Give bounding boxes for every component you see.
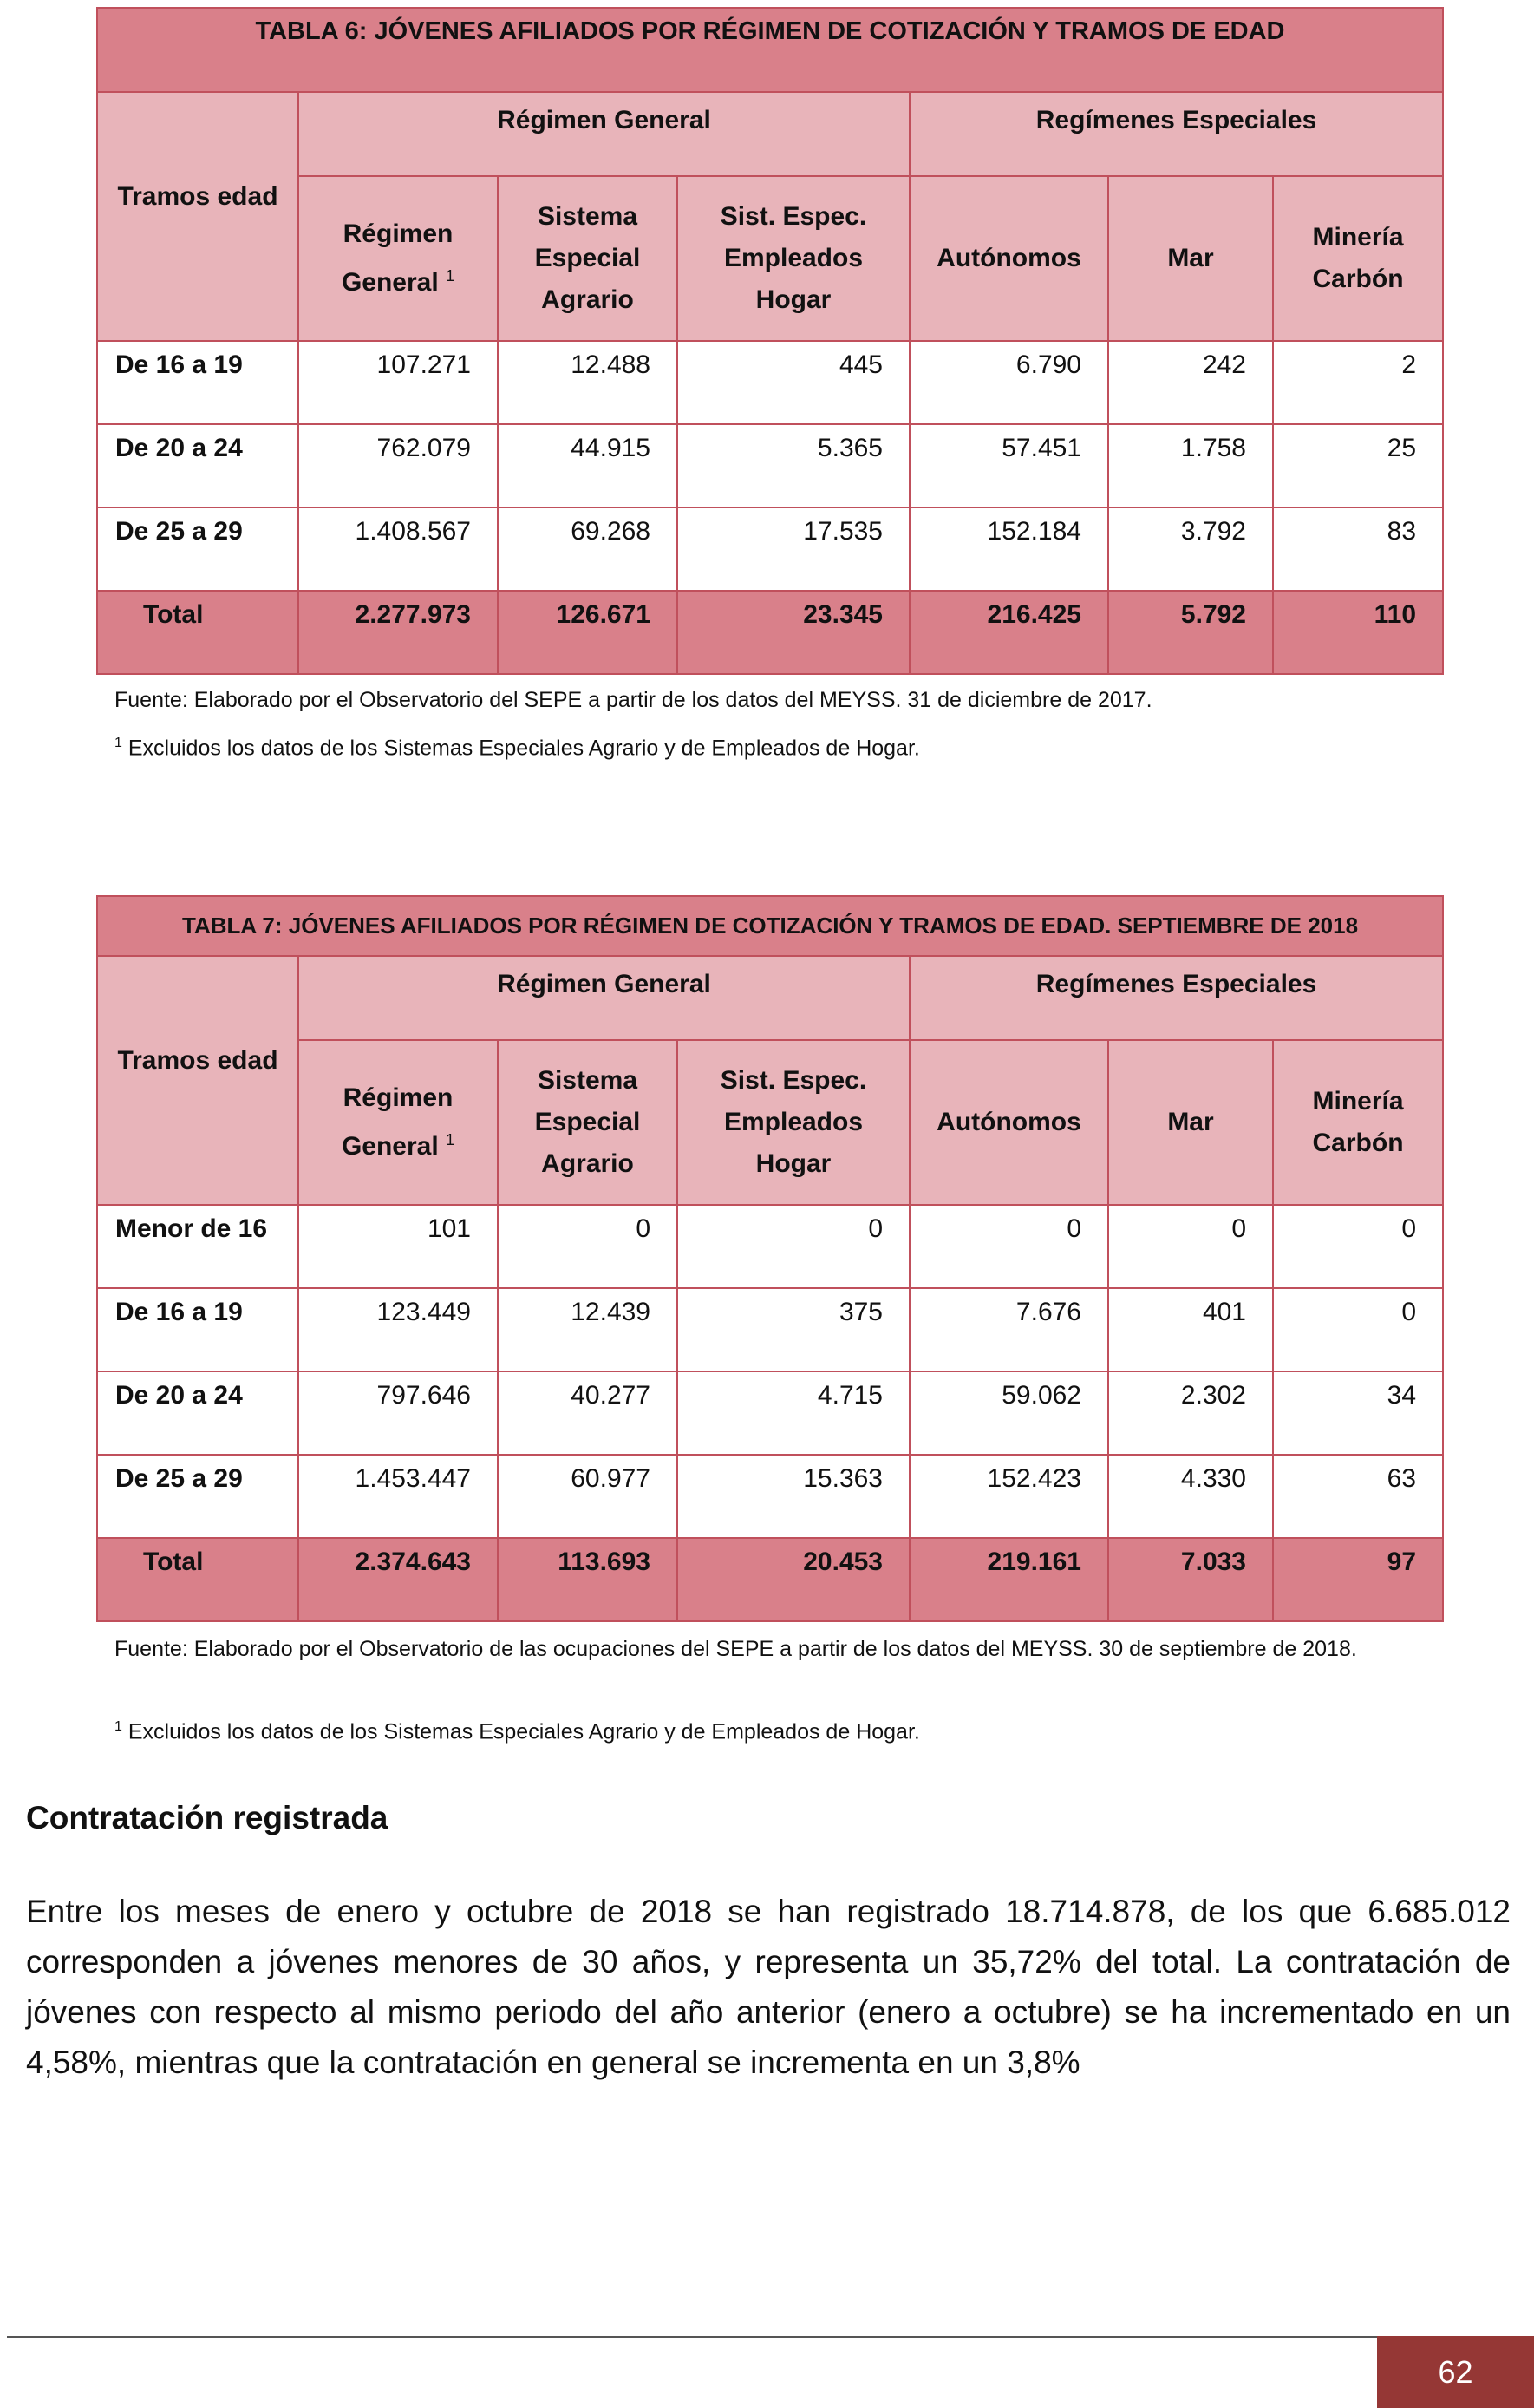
cell: 0 bbox=[1273, 1205, 1443, 1288]
cell: 4.715 bbox=[677, 1371, 910, 1455]
table-caption: TABLA 7: JÓVENES AFILIADOS POR RÉGIMEN DE COTIZACIÓN Y TRAMOS DE EDAD. SEPTIEMBRE DE 2018 bbox=[97, 896, 1443, 956]
col-header-line: Empleados bbox=[723, 1108, 864, 1136]
cell: 25 bbox=[1273, 424, 1443, 507]
table-caption: TABLA 6: JÓVENES AFILIADOS POR RÉGIMEN DE COTIZACIÓN Y TRAMOS DE EDAD bbox=[97, 8, 1443, 92]
regimen-general-group-header: Régimen General bbox=[298, 92, 910, 176]
cell: 7.676 bbox=[910, 1288, 1108, 1371]
col-header-sistema-especial-agrario bbox=[498, 1040, 677, 1205]
total-row bbox=[97, 1538, 1443, 1621]
total-cell: 2.374.643 bbox=[298, 1538, 498, 1621]
cell: 797.646 bbox=[298, 1371, 498, 1455]
cell: 69.268 bbox=[498, 507, 677, 591]
total-cell: 110 bbox=[1273, 591, 1443, 674]
cell: 762.079 bbox=[298, 424, 498, 507]
cell: 57.451 bbox=[910, 424, 1108, 507]
cell: 83 bbox=[1273, 507, 1443, 591]
cell: 152.184 bbox=[910, 507, 1108, 591]
col-header-mar: Mar bbox=[1108, 1040, 1273, 1205]
row-label: De 25 a 29 bbox=[97, 1455, 298, 1538]
total-cell: 219.161 bbox=[910, 1538, 1108, 1621]
page-number: 62 bbox=[1377, 2336, 1534, 2408]
cell: 0 bbox=[677, 1205, 910, 1288]
regimenes-especiales-group-header: Regímenes Especiales bbox=[910, 92, 1443, 176]
total-cell: 126.671 bbox=[498, 591, 677, 674]
row-label: De 20 a 24 bbox=[97, 424, 298, 507]
col-header-mineria-carbon bbox=[1273, 1040, 1443, 1205]
col-header-line: Régimen bbox=[343, 1083, 454, 1112]
table-7-source: Fuente: Elaborado por el Observatorio de las ocupaciones del SEPE a partir de los datos del MEYSS. 30 de septiembre de 2018. bbox=[114, 1637, 1357, 1661]
table-row bbox=[97, 1455, 1443, 1538]
row-label: Total bbox=[97, 591, 298, 674]
total-cell: 216.425 bbox=[910, 591, 1108, 674]
cell: 0 bbox=[498, 1205, 677, 1288]
total-cell: 23.345 bbox=[677, 591, 910, 674]
cell: 101 bbox=[298, 1205, 498, 1288]
col-header-line: Agrario bbox=[541, 1149, 634, 1178]
col-header-line: Especial bbox=[534, 1108, 641, 1136]
col-header-line: Minería bbox=[1312, 1087, 1404, 1116]
cell: 59.062 bbox=[910, 1371, 1108, 1455]
cell: 1.408.567 bbox=[298, 507, 498, 591]
row-label: Menor de 16 bbox=[97, 1205, 298, 1288]
col-header-line: Sist. Espec. bbox=[720, 1066, 867, 1095]
footnote-text: Excluidos los datos de los Sistemas Especiales Agrario y de Empleados de Hogar. bbox=[127, 736, 920, 761]
table-row bbox=[97, 507, 1443, 591]
cell: 0 bbox=[1108, 1205, 1273, 1288]
cell: 12.439 bbox=[498, 1288, 677, 1371]
cell: 445 bbox=[677, 341, 910, 424]
col-header-line: General bbox=[341, 1132, 439, 1161]
cell: 6.790 bbox=[910, 341, 1108, 424]
col-header-sistema-especial-agrario bbox=[498, 176, 677, 341]
table-6 bbox=[96, 7, 1444, 675]
col-header-line: Régimen bbox=[343, 219, 454, 248]
footnote-mark: 1 bbox=[114, 736, 122, 750]
col-header-mineria-carbon bbox=[1273, 176, 1443, 341]
col-header-line: Sist. Espec. bbox=[720, 202, 867, 231]
table-row bbox=[97, 341, 1443, 424]
col-header-line: Sistema bbox=[537, 202, 638, 231]
row-label: De 16 a 19 bbox=[97, 341, 298, 424]
cell: 60.977 bbox=[498, 1455, 677, 1538]
footer-rule bbox=[7, 2336, 1377, 2338]
cell: 0 bbox=[1273, 1288, 1443, 1371]
table-6-source: Fuente: Elaborado por el Observatorio del SEPE a partir de los datos del MEYSS. 31 de diciembre de 2017. bbox=[114, 688, 1152, 712]
col-header-line: Especial bbox=[534, 244, 641, 272]
total-cell: 7.033 bbox=[1108, 1538, 1273, 1621]
cell: 3.792 bbox=[1108, 507, 1273, 591]
cell: 375 bbox=[677, 1288, 910, 1371]
table-row bbox=[97, 1205, 1443, 1288]
cell: 123.449 bbox=[298, 1288, 498, 1371]
total-cell: 2.277.973 bbox=[298, 591, 498, 674]
table-6-footnote bbox=[114, 725, 1433, 766]
cell: 152.423 bbox=[910, 1455, 1108, 1538]
col-header-autonomos: Autónomos bbox=[910, 176, 1108, 341]
regimen-general-group-header: Régimen General bbox=[298, 956, 910, 1040]
col-header-regimen-general bbox=[298, 176, 498, 341]
cell: 107.271 bbox=[298, 341, 498, 424]
footnote-text: Excluidos los datos de los Sistemas Especiales Agrario y de Empleados de Hogar. bbox=[127, 1719, 920, 1744]
tramos-edad-header: Tramos edad bbox=[97, 92, 298, 341]
row-label: De 20 a 24 bbox=[97, 1371, 298, 1455]
cell: 63 bbox=[1273, 1455, 1443, 1538]
col-header-mar: Mar bbox=[1108, 176, 1273, 341]
total-cell: 97 bbox=[1273, 1538, 1443, 1621]
col-header-line: Minería bbox=[1312, 223, 1404, 252]
col-header-line: Hogar bbox=[755, 285, 832, 314]
cell: 4.330 bbox=[1108, 1455, 1273, 1538]
row-label: De 25 a 29 bbox=[97, 507, 298, 591]
cell: 1.453.447 bbox=[298, 1455, 498, 1538]
footnote-mark: 1 bbox=[114, 1719, 122, 1734]
table-7 bbox=[96, 895, 1444, 1622]
cell: 34 bbox=[1273, 1371, 1443, 1455]
cell: 5.365 bbox=[677, 424, 910, 507]
cell: 15.363 bbox=[677, 1455, 910, 1538]
col-header-regimen-general bbox=[298, 1040, 498, 1205]
col-header-line: Sistema bbox=[537, 1066, 638, 1095]
col-header-line: Hogar bbox=[755, 1149, 832, 1178]
table-row bbox=[97, 1371, 1443, 1455]
col-header-line: Agrario bbox=[541, 285, 634, 314]
col-header-line: Empleados bbox=[723, 244, 864, 272]
tramos-edad-header: Tramos edad bbox=[97, 956, 298, 1205]
cell: 2.302 bbox=[1108, 1371, 1273, 1455]
row-label: Total bbox=[97, 1538, 298, 1621]
total-row bbox=[97, 591, 1443, 674]
cell: 44.915 bbox=[498, 424, 677, 507]
col-header-line: Carbón bbox=[1312, 265, 1404, 293]
table-7-footnote bbox=[114, 1709, 1433, 1750]
total-cell: 5.792 bbox=[1108, 591, 1273, 674]
col-header-empleados-hogar bbox=[677, 1040, 910, 1205]
col-header-line: Carbón bbox=[1312, 1129, 1404, 1157]
footnote-mark: 1 bbox=[446, 1131, 455, 1148]
cell: 12.488 bbox=[498, 341, 677, 424]
cell: 2 bbox=[1273, 341, 1443, 424]
regimenes-especiales-group-header: Regímenes Especiales bbox=[910, 956, 1443, 1040]
cell: 1.758 bbox=[1108, 424, 1273, 507]
section-paragraph: Entre los meses de enero y octubre de 2018 se han registrado 18.714.878, de los que 6.685.012 corresponden a jóvenes menores de 30 años, y representa un 35,72% del total. La contratación de jóvenes con respecto al mismo periodo del año anterior (enero a octubre) se ha incrementado en un 4,58%, mientras que la contratación en general se incrementa en un 3,8% bbox=[26, 1894, 1511, 2080]
row-label: De 16 a 19 bbox=[97, 1288, 298, 1371]
total-cell: 113.693 bbox=[498, 1538, 677, 1621]
total-cell: 20.453 bbox=[677, 1538, 910, 1621]
cell: 0 bbox=[910, 1205, 1108, 1288]
cell: 242 bbox=[1108, 341, 1273, 424]
col-header-line: General bbox=[341, 268, 439, 297]
table-row bbox=[97, 1288, 1443, 1371]
footnote-mark: 1 bbox=[446, 267, 455, 285]
section-heading: Contratación registrada bbox=[26, 1800, 388, 1835]
col-header-autonomos: Autónomos bbox=[910, 1040, 1108, 1205]
col-header-empleados-hogar bbox=[677, 176, 910, 341]
cell: 17.535 bbox=[677, 507, 910, 591]
cell: 40.277 bbox=[498, 1371, 677, 1455]
table-row bbox=[97, 424, 1443, 507]
cell: 401 bbox=[1108, 1288, 1273, 1371]
